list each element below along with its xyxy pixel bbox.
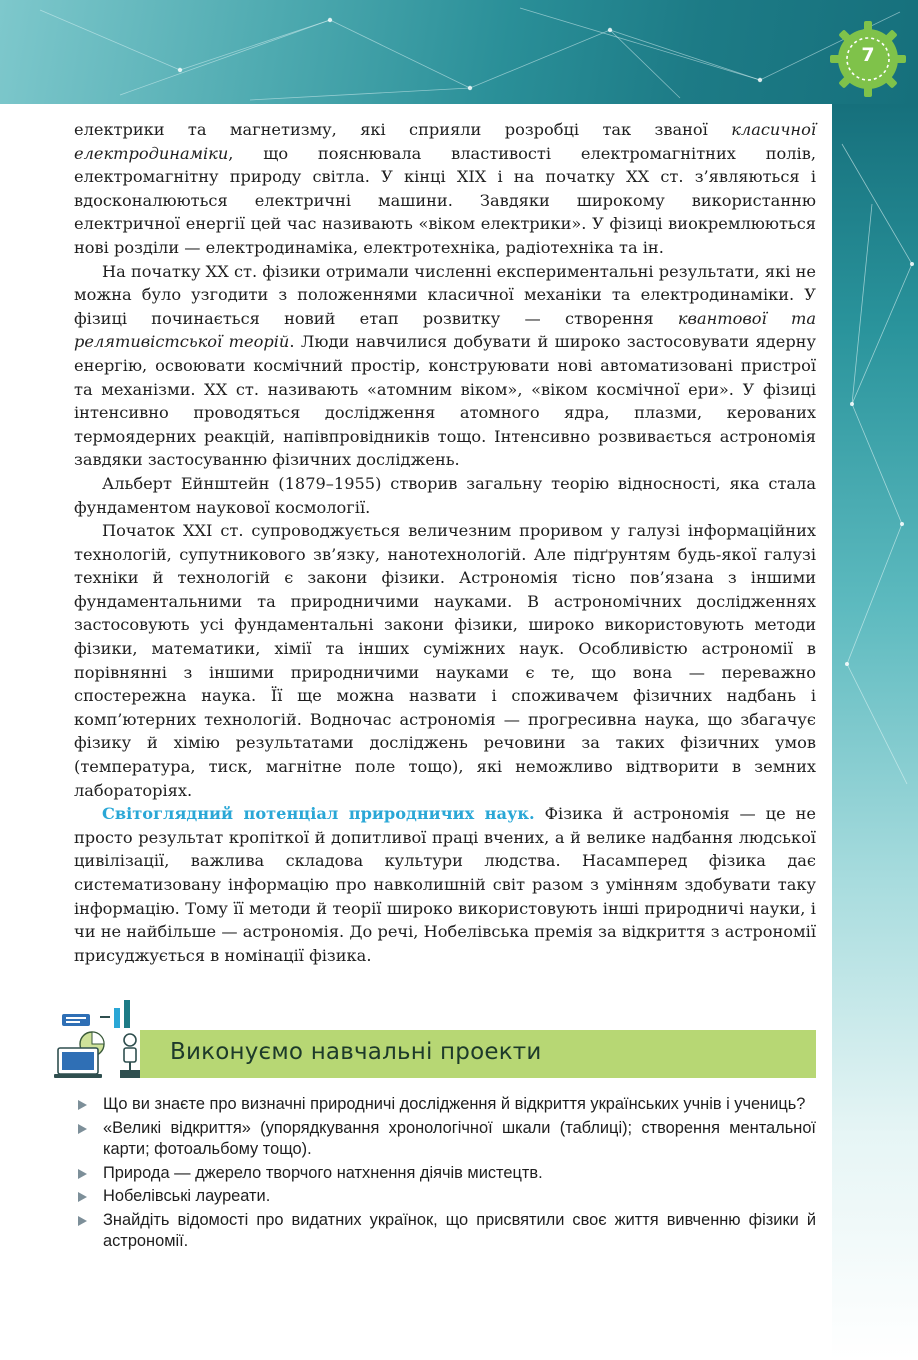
- paragraph: [74, 118, 816, 260]
- list-item-text: «Великі відкриття» (упорядкування хронологічної шкали (таблиці); створення ментальної карти; фотоальбому тощо).: [103, 1118, 816, 1158]
- paragraph: [74, 802, 816, 967]
- paragraph-text: На початку XX ст. фізики отримали численні експериментальні результати, які не можна було узгодити з положеннями класичної механіки та електродинаміки. У фізиці починається новий етап розвитку — створення: [74, 261, 816, 328]
- triangle-bullet-icon: [78, 1124, 87, 1134]
- paragraph-text: , що пояснювала властивості електромагнітних полів, електромагнітну природу світла. У кінці XIX і на початку XX ст. з’являються і вдосконалюються електричні машини. Завдяки широкому використанню електричної енергії цей час називають «віком електрики». У фізиці виокремлюються нові розділи — електродинаміка, електротехніка, радіотехніка та ін.: [74, 143, 816, 257]
- list-item-text: Що ви знаєте про визначні природничі дослідження й відкриття українських учнів і учениць?: [103, 1095, 806, 1113]
- paragraph: [74, 472, 816, 519]
- emphasis-text: класичної електродинаміки: [74, 120, 816, 163]
- list-item-text: Нобелівські лауреати.: [103, 1187, 271, 1205]
- projects-banner: [140, 1030, 816, 1078]
- main-text: [74, 118, 816, 967]
- side-decoration-band: [832, 104, 918, 1360]
- paragraph: [74, 260, 816, 472]
- section-lead: Світоглядний потенціал природничих наук.: [102, 804, 535, 824]
- paragraph-text: Початок XXI ст. супроводжується величезним проривом у галузі інформаційних технологій, супутникового зв’язку, нанотехнологій. Але підґрунтям будь-якої галузі техніки й технологій є закони фізики. Астрономія тісно пов’язана з іншими фундаментальними та природничими науками. В астрономічних дослідженнях застосовують усі фундаментальні закони фізики, широко використовують методи фізики, математики, хімії та інших суміжних наук. Особливістю астрономії в порівнянні з іншими природничими науками є те, що вона — переважно спостережна наука. Її ще можна назвати і споживачем фізичних надбань і комп’ютерних технологій. Водночас астрономія — прогресивна наука, що збагачує фізику й хімію результатами досліджень речовини за таких фізичних умов (температура, тиск, магнітне поле тощо), які неможливо відтворити в земних лабораторіях.: [74, 521, 816, 800]
- list-item: [76, 1094, 816, 1116]
- paragraph-text: Фізика й астрономія — це не просто результат кропіткої й допитливої праці вчених, а й велике надбання людської цивілізації, важлива складова культури людства. Насамперед фізика дає систематизовану інформацію про навколишній світ разом з умінням здобувати таку інформацію. Тому її методи й теорії широко використовують інші природничі науки, і чи не найбільше — астрономія. До речі, Нобелівська премія за відкриття з астрономії присуджується в номінації фізика.: [74, 804, 816, 965]
- page-number: 7: [861, 44, 875, 66]
- list-item-text: Знайдіть відомості про видатних українок, що присвятили своє життя вивченню фізики й астрономії.: [103, 1210, 816, 1250]
- paragraph-text: електрики та магнетизму, які сприяли розробці так званої: [74, 120, 732, 139]
- paragraph: [74, 519, 816, 802]
- paragraph-text: . Люди навчилися добувати й широко застосовувати ядерну енергію, освоювати космічний простір, конструювати нові автоматизовані пристрої та механізми. XX ст. називають «атомним віком», «віком космічної ери». У фізиці інтенсивно проводяться дослідження атомного ядра, плазми, керованих термоядерних реакцій, напівпровідників тощо. Інтенсивно розвивається астрономія завдяки застосуванню фізичних досліджень.: [74, 332, 816, 470]
- list-item: [76, 1118, 816, 1161]
- header-decoration-band: [0, 0, 918, 104]
- list-item: [76, 1210, 816, 1253]
- list-item-text: Природа — джерело творчого натхнення діячів мистецтв.: [103, 1163, 543, 1182]
- triangle-bullet-icon: [78, 1169, 87, 1179]
- paragraph-text: Альберт Ейнштейн (1879–1955) створив загальну теорію відносності, яка стала фундаментом наукової космології.: [74, 473, 816, 517]
- triangle-bullet-icon: [78, 1192, 87, 1202]
- emphasis-text: квантової та релятивістської теорій: [74, 308, 816, 352]
- triangle-bullet-icon: [78, 1100, 87, 1110]
- projects-heading: Виконуємо навчальні проекти: [170, 1039, 542, 1065]
- list-item: [76, 1186, 816, 1208]
- triangle-bullet-icon: [78, 1216, 87, 1226]
- network-lines-decoration: [0, 0, 918, 104]
- side-network-decoration: [832, 104, 918, 1360]
- list-item: [76, 1163, 816, 1185]
- projects-list: [76, 1094, 816, 1255]
